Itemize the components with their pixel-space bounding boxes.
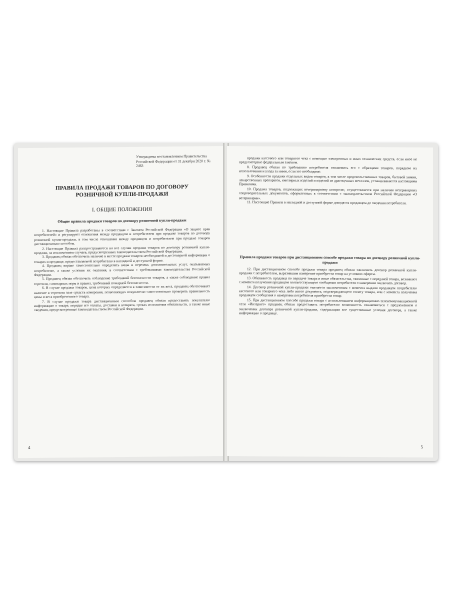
paragraph: 2. Настоящие Правила распространяются на все случаи продажи товаров по договору розничной купли-продажи, за исключением случаев, предусмотренных законодательством Российской Федерации. (34, 244, 210, 256)
paragraph: 10. Продажа товаров, подлежащих ветеринарному контролю, осуществляется при наличии ветеринарных сопроводительных документов, оформленных в соответствии с законодательством Российской Федерации «О ветеринарии». (239, 186, 417, 200)
paragraph: 3. Продавец обязан обеспечить наличие в месте продажи товаров необходимой и достоверной информации о товарах и продавце, предоставляемой потребителю в наглядной и доступной форме. (34, 253, 210, 264)
subheading: Правила продажи товаров при дистанционном способе продажи товара по договору розничной купли-продажи (239, 255, 421, 265)
paragraph: 13. Обязанность продавца по передаче товара и иные обязательства, связанные с передачей товара, возникают с момента получения продавцом соответствующего сообщения потребителя о намерении заключить договор. (239, 275, 417, 286)
section-heading: I. ОБЩИЕ ПОЛОЖЕНИЯ (92, 206, 152, 214)
right-body-bottom (239, 267, 417, 317)
paragraph: продажи кассового или товарного чека с помощью электронных и иных технических средств, если иное не предусмотрено федеральным законом. (239, 156, 417, 165)
paragraph: 9. Особенности продажи отдельных видов товаров, в том числе продовольственных товаров, бытовой химии, лекарственных препаратов, ювелирных изделий и изделий из драгоценных металлов, устанавливаются настоящими Правилами. (239, 173, 417, 187)
open-book (14, 143, 438, 461)
left-body (34, 227, 210, 313)
paragraph: 4. Продавец вправе самостоятельно определять виды и перечень дополнительных услуг, оказываемых потребителю, а также условия их оказания, в соответствии с требованиями законодательства Российской Федерации. (34, 262, 210, 278)
left-page (18, 146, 224, 458)
page-number: 5 (420, 444, 423, 450)
paragraph: 7. В случае продажи товара дистанционным способом продавец обязан предоставить покупателю информацию о товаре, порядке его оплаты, доставки и возврата, сроках исполнения обязательств, а также иные сведения, предусмотренные законодательством Российской Федерации. (34, 297, 210, 313)
paragraph: 15. При дистанционном способе продажи товара с использованием информационно-телекоммуникационной сети «Интернет» продавец обязан предоставить потребителю возможность ознакомиться с предложением о заключении договора розничной купли-продажи, содержащим все существенные условия договора, а также информацию о продавце. (239, 297, 417, 316)
paragraph: 12. При дистанционном способе продажи товара продавец обязан заключить договор розничной купли-продажи с потребителем, выразившим намерение приобрести товар на условиях оферты. (239, 267, 417, 277)
page-number: 4 (28, 445, 31, 451)
paragraph: 6. В случае продажи товаров, цена которых определяется в зависимости от их веса, продавец обеспечивает наличие в торговом зале средств измерения, позволяющих покупателю самостоятельно проверить правильность цены и веса приобретенного товара. (34, 284, 210, 300)
paragraph: 11. Настоящие Правила в наглядной и доступной форме доводятся продавцом до сведения потребителя. (247, 200, 407, 206)
right-page (227, 146, 433, 457)
paragraph: 1. Настоящие Правила разработаны в соответствии с Законом Российской Федерации «О защите прав потребителей» и регулируют отношения между продавцом и потребителем при продаже товаров по договору розничной купли-продажи, в том числе отношения между продавцом и потребителем при продаже товаров дистанционным способом. (34, 227, 210, 247)
right-body-top (239, 156, 417, 206)
paragraph: 14. Договор розничной купли-продажи считается заключенным с момента выдачи продавцом потребителю кассового или товарного чека либо иного документа, подтверждающего оплату товара, или с момента получения продавцом сообщения о намерении потребителя приобрести товар. (239, 284, 417, 299)
subheading: Общие правила продажи товаров по договору розничной купли-продажи (57, 218, 187, 224)
paragraph: 8. Продавец обязан по требованию потребителя ознакомить его с образцами товаров, порядком их использования и ухода за ними, если это необходимо. (239, 164, 417, 174)
paragraph: 5. Продавец обязан обеспечить соблюдение требований безопасности товаров, а также соблюдение правил торговли, санитарных норм и правил, требований пожарной безопасности. (34, 275, 210, 286)
document-title: ПРАВИЛА ПРОДАЖИ ТОВАРОВ ПО ДОГОВОРУ РОЗНИЧНОЙ КУПЛИ-ПРОДАЖИ (55, 184, 189, 199)
approval-note: Утверждены постановлением Правительства Российской Федерации от 31 декабря 2020 г. № 2463 (136, 154, 211, 169)
